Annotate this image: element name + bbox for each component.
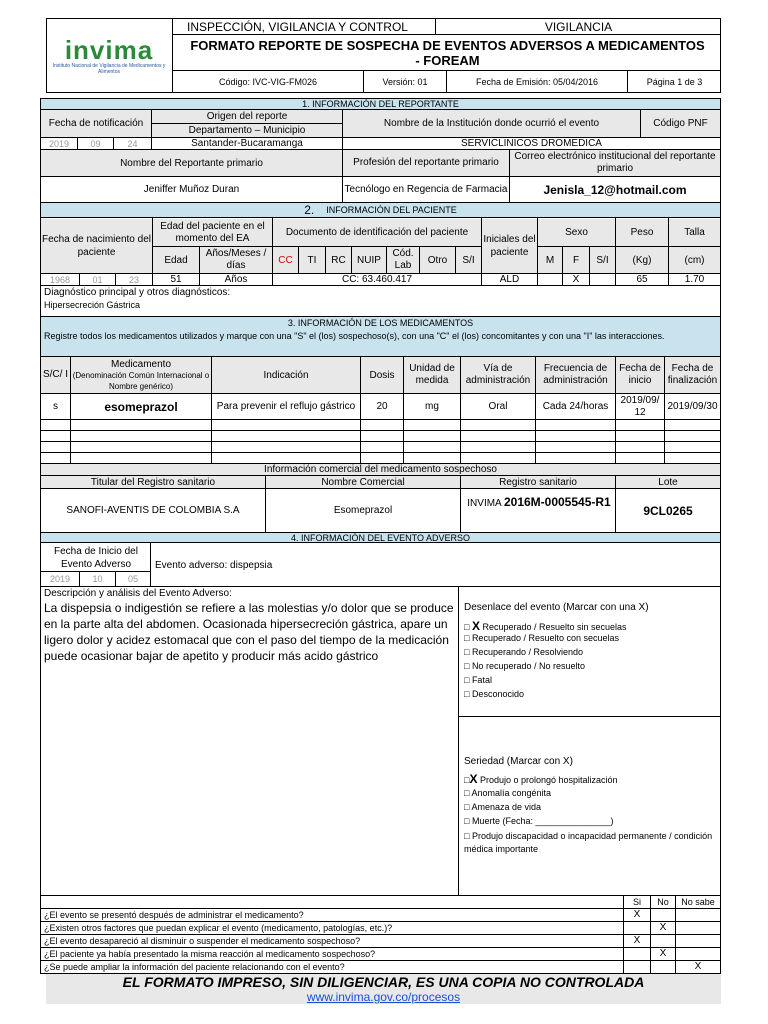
question-row: [41, 961, 720, 974]
med-h-sci: S/C/ I: [41, 357, 70, 393]
notif-day: 24: [127, 138, 138, 149]
lote-header: Lote: [616, 476, 720, 488]
seriedad-option-label: Amenaza de vida: [471, 802, 541, 812]
talla-header: Talla: [669, 219, 720, 246]
questions-list: [41, 909, 720, 974]
peso-header: Peso: [616, 219, 668, 246]
invima-logo: [48, 22, 170, 90]
comercial-title: Información comercial del medicamento sospechoso: [41, 464, 720, 475]
form-page: Página 1 de 3: [646, 76, 703, 87]
desenlace-label: Desenlace del evento (Marcar con una X): [464, 602, 649, 613]
documento-value: CC: 63.460.417: [341, 274, 413, 285]
desenlace-option[interactable]: □ Fatal: [464, 675, 492, 685]
talla-value: 1.70: [684, 274, 705, 285]
q-header-si: Si: [632, 897, 641, 907]
fecha-inicio-ea-label: Fecha de Inicio del Evento Adverso: [54, 545, 138, 570]
desenlace-option[interactable]: □ Recuperando / Resolviendo: [464, 647, 584, 657]
med-r-fin: 2019/09/30: [667, 401, 718, 412]
profesion-label: Profesión del reportante primario: [343, 150, 509, 176]
doc-rc: RC: [326, 247, 351, 273]
desenlace-option-label: No recuperado / No resuelto: [471, 661, 585, 671]
section-2-title: [41, 203, 720, 218]
question-row: [41, 935, 720, 948]
med-h-ini: Fecha de inicio: [616, 357, 664, 393]
seriedad-mark: X: [469, 772, 478, 786]
anios-sub: Años/Meses / días: [200, 247, 272, 273]
iniciales-value: ALD: [499, 274, 520, 285]
med-h-med-sub: (Denominación Común Internacional o Nombre genérico): [72, 370, 210, 391]
med-h-med: [71, 357, 211, 393]
nac-day: 23: [128, 274, 139, 285]
desenlace-option-label: Recuperando / Resolviendo: [471, 647, 584, 657]
desenlace-mark: X: [471, 619, 480, 633]
section-1-title: 1. INFORMACIÓN DEL REPORTANTE: [41, 99, 720, 110]
question-text: ¿Existen otros factores que puedan explicar el evento (medicamento, patologías, etc.)?: [44, 923, 393, 933]
med-r-sci: s: [53, 401, 58, 412]
med-h-unidad: Unidad de medida: [404, 357, 460, 393]
email-value: Jenisla_12@hotmail.com: [543, 182, 687, 197]
doc-codlab: Cód. Lab: [387, 247, 419, 273]
talla-unit: (cm): [669, 247, 720, 273]
seriedad-option[interactable]: □ Muerte (Fecha: _______________): [464, 816, 614, 826]
answer-mark[interactable]: X: [633, 935, 641, 946]
diagnostico-label: Diagnóstico principal y otros diagnósticos:: [44, 287, 231, 298]
med-r-via: Oral: [488, 401, 508, 412]
seriedad-option[interactable]: □X Produjo o prolongó hospitalización: [464, 772, 618, 786]
lote-value: 9CL0265: [643, 503, 693, 518]
med-h-med-title: Medicamento: [110, 358, 172, 370]
med-h-ind: Indicación: [212, 357, 360, 393]
reportante-label: Nombre del Reportante primario: [41, 150, 342, 176]
descripcion-value: La dispepsia o indigestión se refiere a las molestias y/o dolor que se produce en la parte alta del abdomen. Ocasionada hipersecreción gástrica, apare un ligero dolor y acidez estomacal que con el paso del tiempo de la medicación puede ocasionar bajar de apetito y producir más acido gástrico: [44, 601, 454, 663]
seriedad-list: [464, 772, 716, 856]
med-h-via: Vía de administración: [461, 357, 535, 393]
seriedad-option-label: Muerte (Fecha: _______________): [471, 816, 614, 826]
registro-prefix: INVIMA: [467, 498, 502, 509]
notif-year: 2019: [48, 138, 70, 149]
institucion-label: Nombre de la Institución donde ocurrió el evento: [343, 110, 640, 137]
registro-header: Registro sanitario: [461, 476, 615, 488]
desenlace-option[interactable]: □ No recuperado / No resuelto: [464, 661, 585, 671]
titular-header: Titular del Registro sanitario: [41, 476, 265, 488]
seriedad-option[interactable]: □ Amenaza de vida: [464, 802, 541, 812]
ea-month: 10: [92, 574, 103, 584]
form-code: Código: IVC-VIG-FM026: [218, 76, 318, 87]
depto-value: Santander-Bucaramanga: [191, 138, 303, 149]
logo-text: invima: [64, 35, 154, 65]
evento-adverso-label: Evento adverso: dispepsia: [155, 559, 273, 571]
header-top-left: INSPECCIÓN, VIGILANCIA Y CONTROL: [187, 19, 408, 34]
section-2-text: INFORMACIÓN DEL PACIENTE: [326, 205, 457, 215]
titular-value: SANOFI-AVENTIS DE COLOMBIA S.A: [66, 505, 240, 516]
registro-number: 2016M-0005545-R1: [503, 495, 611, 509]
doc-otro: Otro: [420, 247, 455, 273]
question-text: ¿Se puede ampliar la información del paciente relacionando con el evento?: [44, 962, 345, 972]
answer-mark[interactable]: X: [659, 948, 667, 959]
diagnostico-value: Hipersecreción Gástrica: [44, 300, 141, 310]
header-top-right: VIGILANCIA: [544, 19, 613, 34]
sexo-header: Sexo: [538, 219, 615, 246]
doc-si: S/I: [456, 247, 481, 273]
q-header-no: No: [657, 897, 669, 907]
notif-month: 09: [90, 138, 101, 149]
answer-mark[interactable]: X: [659, 922, 667, 933]
doc-nuip: NUIP: [352, 247, 386, 273]
question-row: [41, 922, 720, 935]
seriedad-option-label: Produjo o prolongó hospitalización: [479, 775, 618, 785]
desenlace-option-label: Recuperado / Resuelto con secuelas: [471, 633, 620, 643]
question-text: ¿El evento se presentó después de administrar el medicamento?: [44, 910, 304, 920]
seriedad-option-label: Produjo discapacidad o incapacidad permanente / condición médica importante: [464, 831, 713, 854]
seriedad-label: Seriedad (Marcar con X): [464, 756, 573, 767]
edad-header: Edad del paciente en el momento del EA: [153, 219, 272, 246]
documento-header: Documento de identificación del paciente: [273, 219, 481, 246]
med-h-fin: Fecha de finalización: [665, 357, 720, 393]
med-r-ini: 2019/09/ 12: [620, 394, 660, 418]
desenlace-option-label: Recuperado / Resuelto sin secuelas: [482, 622, 627, 632]
doc-cc: CC: [273, 247, 298, 273]
peso-value: 65: [636, 274, 648, 285]
seriedad-option-label: Anomalía congénita: [471, 788, 552, 798]
footer: [46, 974, 721, 1004]
question-row: [41, 948, 720, 961]
nombre-comercial-header: Nombre Comercial: [266, 476, 460, 488]
anios-value: Años: [224, 274, 248, 285]
question-row: [41, 909, 720, 922]
med-r-med: esomeprazol: [104, 399, 178, 414]
ea-day: 05: [127, 574, 138, 584]
desenlace-list: [464, 619, 714, 703]
ea-year: 2019: [49, 574, 71, 584]
pnf-label: Código PNF: [641, 110, 720, 137]
footer-notice: EL FORMATO IMPRESO, SIN DILIGENCIAR, ES UNA COPIA NO CONTROLADA: [122, 974, 645, 990]
seriedad-option[interactable]: □ Anomalía congénita: [464, 788, 552, 798]
med-r-freq: Cada 24/horas: [542, 401, 609, 412]
email-label: Correo electrónico institucional del reportante primario: [510, 150, 720, 176]
edad-value: 51: [170, 274, 182, 285]
med-h-freq: Frecuencia de administración: [536, 357, 615, 393]
med-h-dosis: Dosis: [361, 357, 403, 393]
fecha-nacimiento-label: Fecha de nacimiento del paciente: [41, 219, 152, 273]
depto-label: Departamento – Municipio: [152, 124, 342, 137]
sexo-f: F: [563, 247, 589, 273]
sexo-value: X: [572, 274, 580, 285]
answer-mark[interactable]: X: [694, 961, 702, 972]
form-date: Fecha de Emisión: 05/04/2016: [475, 76, 599, 87]
registro-value: [464, 494, 614, 512]
reportante-value: Jeniffer Muñoz Duran: [143, 184, 240, 195]
form-title: FORMATO REPORTE DE SOSPECHA DE EVENTOS ADVERSOS A MEDICAMENTOS - FOREAM: [190, 37, 705, 68]
sexo-m: M: [538, 247, 562, 273]
question-text: ¿El paciente ya había presentado la misma reacción al medicamento sospechoso?: [44, 949, 376, 959]
nac-month: 01: [92, 274, 103, 285]
q-header-nosabe: No sabe: [681, 897, 715, 907]
descripcion-label: Descripción y análisis del Evento Adverso:: [44, 588, 232, 599]
footer-link[interactable]: www.invima.gov.co/procesos: [306, 990, 461, 1004]
nombre-comercial-value: Esomeprazol: [333, 505, 393, 516]
med-r-unidad: mg: [425, 401, 439, 412]
iniciales-header: Iniciales del paciente: [482, 219, 537, 273]
peso-unit: (Kg): [616, 247, 668, 273]
question-text: ¿El evento desapareció al disminuir o suspender el medicamento sospechoso?: [44, 936, 361, 946]
edad-sub: Edad: [153, 247, 199, 273]
section-2-num: 2.: [304, 203, 315, 217]
origen-label: Origen del reporte: [152, 110, 342, 123]
desenlace-option-label: Fatal: [471, 675, 492, 685]
desenlace-option-label: Desconocido: [471, 689, 524, 699]
med-r-ind: Para prevenir el reflujo gástrico: [216, 400, 356, 412]
section-3-instructions: Registre todos los medicamentos utilizados y marque con una "S" el (los) sospechoso(s), con una "C" el (los) concomitantes y con una "I" las interacciones.: [44, 331, 665, 341]
profesion-value: Tecnólogo en Regencia de Farmacia: [344, 183, 508, 195]
med-r-dosis: 20: [376, 401, 388, 412]
form-version: Versión: 01: [382, 76, 428, 87]
section-3-title: 3. INFORMACIÓN DE LOS MEDICAMENTOS: [287, 317, 474, 328]
logo-subtitle: Instituto Nacional de Vigilancia de Medicamentos y Alimentos: [52, 63, 166, 75]
desenlace-option[interactable]: □ Recuperado / Resuelto con secuelas: [464, 633, 620, 643]
fecha-notificacion-label: Fecha de notificación: [41, 110, 151, 137]
section-4-title: 4. INFORMACIÓN DEL EVENTO ADVERSO: [41, 533, 720, 543]
institucion-value: SERVICLINICOS DROMEDICA: [461, 138, 602, 149]
sexo-si: S/I: [590, 247, 615, 273]
nac-year: 1968: [49, 274, 71, 285]
desenlace-option[interactable]: □ Desconocido: [464, 689, 524, 699]
doc-ti: TI: [299, 247, 325, 273]
seriedad-option[interactable]: □ Produjo discapacidad o incapacidad permanente / condición médica importante: [464, 831, 713, 854]
desenlace-option[interactable]: □ X Recuperado / Resuelto sin secuelas: [464, 619, 627, 633]
answer-mark[interactable]: X: [633, 909, 641, 920]
